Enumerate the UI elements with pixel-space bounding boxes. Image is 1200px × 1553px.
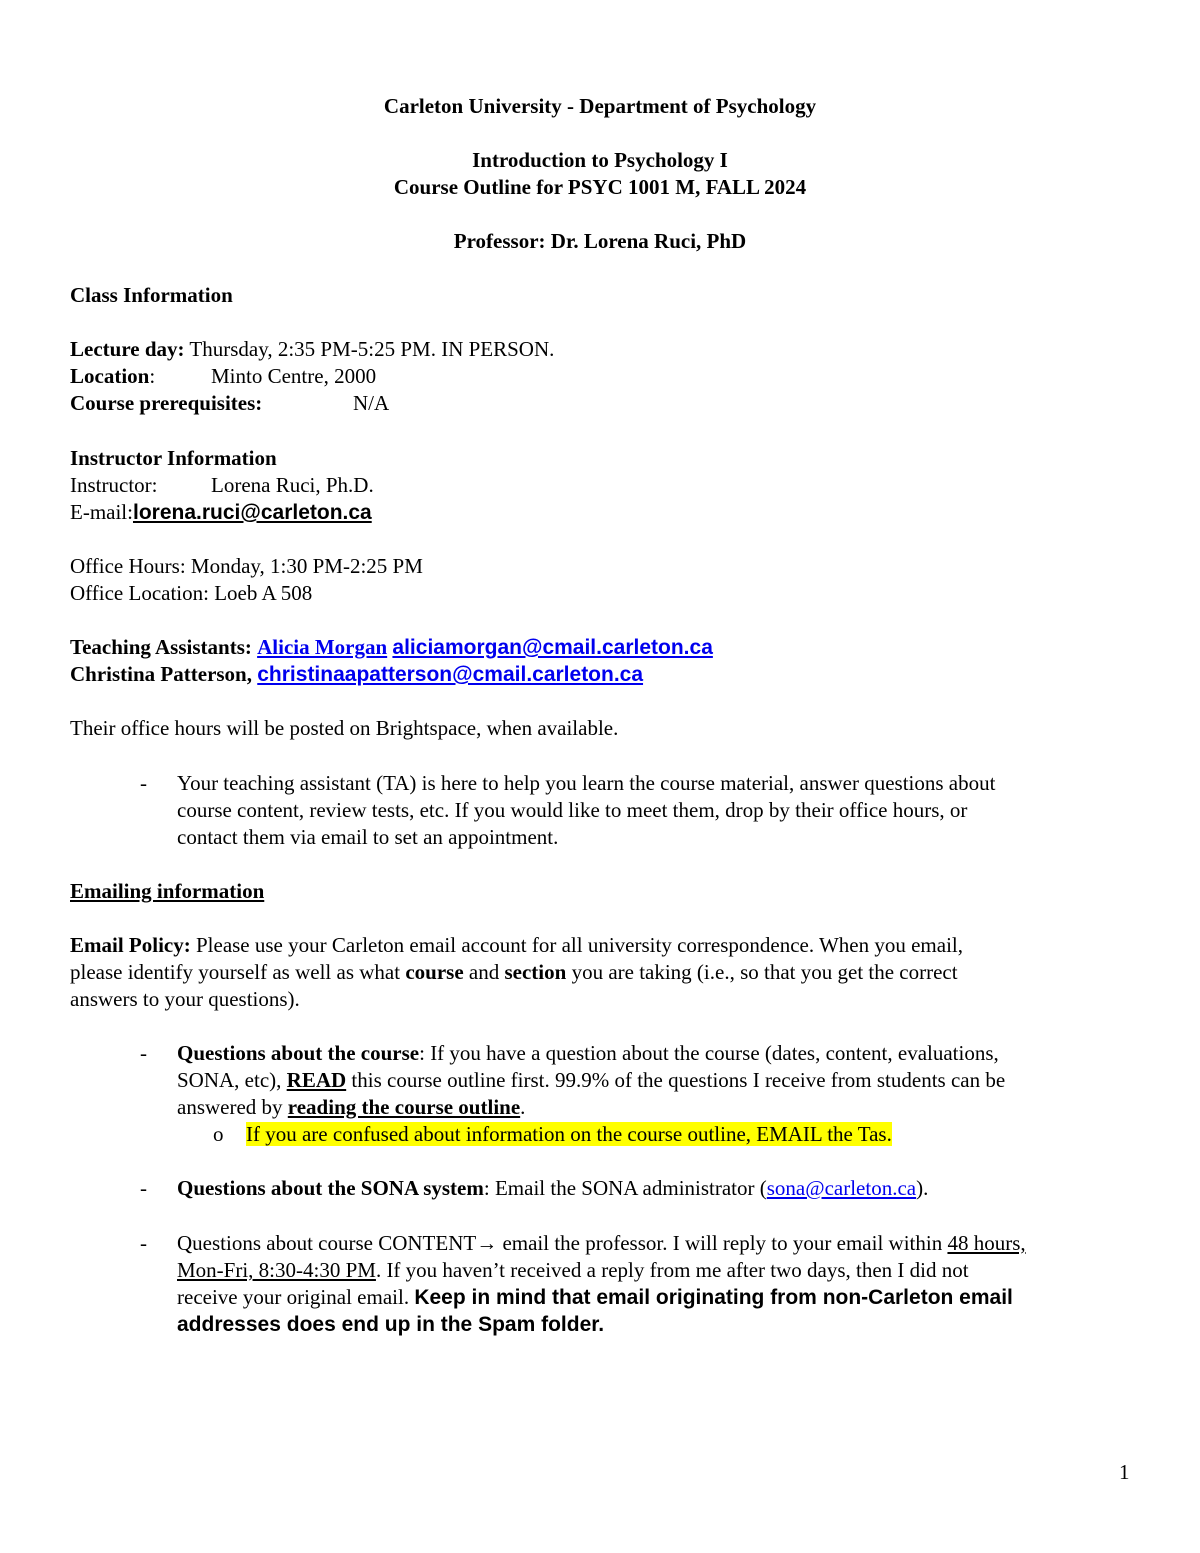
- page-number: 1: [1119, 1460, 1130, 1484]
- email-policy-line-2: [70, 959, 958, 986]
- prerequisites-value: N/A: [353, 391, 390, 415]
- highlighted-note: If you are confused about information on the course outline, EMAIL the Tas.: [246, 1122, 892, 1146]
- prerequisites-line: [70, 390, 390, 417]
- class-information-heading: Class Information: [70, 283, 233, 307]
- lecture-day-line: [70, 336, 554, 363]
- ta-bullet-line-3: contact them via email to set an appointment.: [177, 825, 559, 849]
- q3-line-1: [177, 1230, 1026, 1257]
- q1-line-1: [177, 1040, 999, 1067]
- q3-text: email the professor. I will reply to your email within: [497, 1231, 948, 1255]
- email-policy-text: Please use your Carleton email account for all university correspondence. When you email,: [190, 933, 964, 957]
- office-location: Office Location: Loeb A 508: [70, 581, 313, 605]
- q2-label: Questions about the SONA system: [177, 1176, 484, 1200]
- spam-warning: Keep in mind that email originating from non-Carleton email: [414, 1286, 1013, 1309]
- right-arrow-icon: →: [476, 1232, 498, 1255]
- instructor-information-heading: Instructor Information: [70, 446, 277, 470]
- ta-bullet-line-1: Your teaching assistant (TA) is here to help you learn the course material, answer questions about: [177, 771, 996, 795]
- bullet-dash: -: [140, 1176, 147, 1200]
- ta-bullet-line-2: course content, review tests, etc. If you would like to meet them, drop by their office hours, or: [177, 798, 968, 822]
- bullet-dash: -: [140, 771, 147, 795]
- q3-line-2: [177, 1257, 969, 1284]
- q2-line: [177, 1175, 928, 1202]
- bullet-circle: o: [213, 1122, 224, 1146]
- email-label: E-mail:: [70, 500, 133, 524]
- ta1-email-link[interactable]: aliciamorgan@cmail.carleton.ca: [392, 636, 713, 659]
- email-policy-line-1: [70, 932, 963, 959]
- ta-office-hours-note: Their office hours will be posted on Brightspace, when available.: [70, 716, 619, 740]
- location-label: Location: [70, 364, 150, 388]
- q1-line-2: [177, 1067, 1005, 1094]
- q2-text: ).: [916, 1176, 929, 1200]
- instructor-name: Lorena Ruci, Ph.D.: [211, 473, 374, 497]
- course-title: Introduction to Psychology I: [472, 148, 728, 172]
- bullet-dash: -: [140, 1041, 147, 1065]
- lecture-day-label: Lecture day:: [70, 337, 185, 361]
- email-policy-line-3: answers to your questions).: [70, 987, 300, 1011]
- prerequisites-label: Course prerequisites:: [70, 391, 263, 415]
- ta2-name: Christina Patterson,: [70, 662, 252, 686]
- university-heading: Carleton University - Department of Psychology: [383, 94, 817, 118]
- email-policy-text: please identify yourself as well as what: [70, 960, 406, 984]
- lecture-day-value: Thursday, 2:35 PM-5:25 PM. IN PERSON.: [184, 337, 555, 361]
- q3-text: Questions about course CONTENT: [177, 1231, 477, 1255]
- q1-label: Questions about the course: [177, 1041, 420, 1065]
- professor-line: Professor: Dr. Lorena Ruci, PhD: [453, 229, 747, 253]
- q1-text: this course outline first. 99.9% of the questions I receive from students can be: [346, 1068, 1006, 1092]
- ta2-line: [70, 661, 643, 688]
- reply-hours-emphasis: Mon-Fri, 8:30-4:30 PM: [177, 1258, 376, 1282]
- teaching-assistants-line: [70, 634, 713, 661]
- email-line: [70, 499, 372, 526]
- location-colon: :: [149, 364, 156, 388]
- q1-text: : If you have a question about the course (dates, content, evaluations,: [419, 1041, 999, 1065]
- office-hours: Office Hours: Monday, 1:30 PM-2:25 PM: [70, 554, 423, 578]
- sona-email-link[interactable]: sona@carleton.ca: [766, 1176, 917, 1200]
- q3-text: receive your original email.: [177, 1285, 415, 1309]
- q1-text: .: [520, 1095, 526, 1119]
- q3-text: . If you haven’t received a reply from me after two days, then I did not: [375, 1258, 969, 1282]
- course-outline-title: Course Outline for PSYC 1001 M, FALL 2024: [393, 175, 807, 199]
- read-emphasis: READ: [286, 1068, 347, 1092]
- teaching-assistants-label: Teaching Assistants:: [70, 635, 252, 659]
- bullet-dash: -: [140, 1231, 147, 1255]
- location-line: [70, 363, 377, 390]
- email-policy-label: Email Policy:: [70, 933, 191, 957]
- q1-sub-bullet: [246, 1121, 892, 1148]
- location-value: Minto Centre, 2000: [211, 364, 377, 388]
- q3-line-3: [177, 1284, 1013, 1311]
- q1-text: SONA, etc),: [177, 1068, 287, 1092]
- email-policy-text: you are taking (i.e., so that you get the correct: [566, 960, 958, 984]
- instructor-email-link[interactable]: lorena.ruci@carleton.ca: [132, 501, 372, 524]
- q2-text: : Email the SONA administrator (: [483, 1176, 767, 1200]
- q1-text: answered by: [177, 1095, 288, 1119]
- ta2-email-link[interactable]: christinaapatterson@cmail.carleton.ca: [257, 663, 644, 686]
- ta1-name-link[interactable]: Alicia Morgan: [257, 635, 388, 659]
- course-emphasis: course: [405, 960, 464, 984]
- q3-line-4: addresses does end up in the Spam folder.: [177, 1313, 605, 1336]
- q1-line-3: [177, 1094, 525, 1121]
- reply-time-emphasis: 48 hours,: [947, 1231, 1026, 1255]
- emailing-information-heading: Emailing information: [70, 879, 265, 903]
- instructor-label: Instructor:: [70, 473, 158, 497]
- reading-outline-emphasis: reading the course outline: [287, 1095, 521, 1119]
- section-emphasis: section: [504, 960, 567, 984]
- instructor-line: [70, 472, 374, 499]
- email-policy-text: and: [463, 960, 505, 984]
